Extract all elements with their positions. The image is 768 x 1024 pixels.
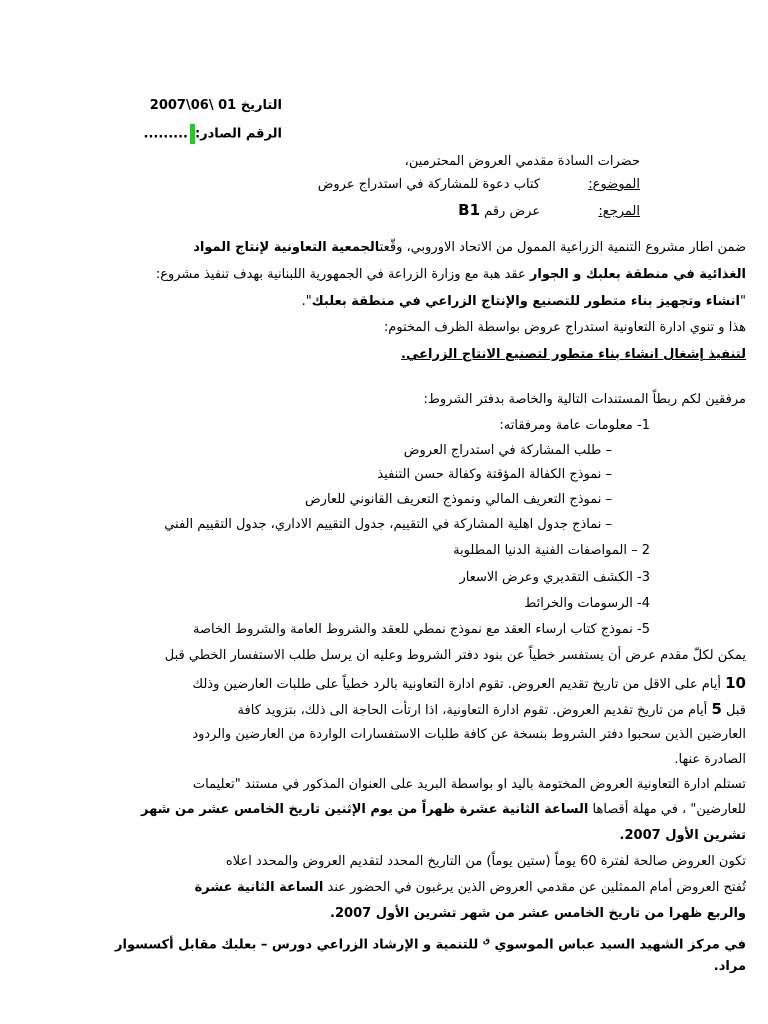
opening-location-cont: للتنمية و الإرشاد الزراعي دورس – بعلبك مقابل أكسسوار — [115, 937, 483, 953]
reference-code: B1 — [458, 201, 481, 219]
attachment-item: 1- معلومات عامة ومرفقاته: — [499, 418, 650, 433]
ref-label: الرقم الصادر: — [194, 126, 282, 142]
attachment-item: – طلب المشاركة في استدراج العروض — [403, 443, 612, 458]
ref-value: ......... — [143, 126, 188, 142]
quote-open: " — [740, 294, 746, 309]
opening-line-1 — [195, 878, 746, 898]
inquiry-line-1: يمكن لكلّ مقدم عرض أن يستفسر خطياً عن بنود دفتر الشروط وعليه ان يرسل طلب الاستفسار الخطي قبل — [164, 648, 746, 663]
reference-line — [458, 200, 640, 222]
validity-line: تكون العروض صالحة لفترة 60 يوماً (ستين يوماً) من التاريخ المحدد لتقديم العروض والمحدد اعلاه — [225, 854, 746, 869]
receipt-line-3: تشرين الأول 2007. — [619, 828, 746, 843]
date-label: التاريخ — [240, 98, 282, 113]
greeting: حضرات السادة مقدمي العروض المحترمين، — [404, 154, 640, 169]
project-title: انشاء وتجهيز بناء متطور للتصنيع والإنتاج الزراعي في منطقة بعلبك — [311, 294, 741, 309]
receipt-line-2 — [141, 800, 746, 820]
opening-time: الساعة الثانية عشرة — [194, 880, 324, 895]
attachment-item: – نموذج الكفالة المؤقتة وكفالة حسن التنفيذ — [377, 467, 612, 482]
reference-label: المرجع: — [598, 204, 640, 219]
intro-org-name: الجمعية التعاونية لإنتاج المواد — [193, 240, 380, 255]
days-count: 10 — [725, 674, 746, 692]
inquiry-text: أيام من تاريخ تقديم العروض. تقوم ادارة التعاونية، اذا ارتأت الحاجة الى ذلك، بتزويد كافة — [237, 703, 712, 718]
inquiry-line-3 — [238, 699, 746, 721]
subject-value: كتاب دعوة للمشاركة في استدراج عروض — [317, 177, 541, 192]
intro-line-5: لتنفيذ إشغال انشاء بناء متطور لتصنيع الانتاج الزراعي. — [401, 347, 746, 362]
opening-location: في مركز الشهيد السيد عباس الموسوي — [489, 937, 746, 953]
days-count: 5 — [711, 700, 722, 718]
deadline-text: الساعة الثانية عشرة ظهراً من يوم الإثنين تاريخ الخامس عشر من شهر — [140, 802, 589, 817]
intro-line-2 — [156, 265, 746, 285]
opening-line-3 — [115, 931, 746, 955]
attachment-item: – نموذج التعريف المالي ونموذج التعريف القانوني للعارض — [304, 492, 612, 507]
attachment-item: 3- الكشف التقديري وعرض الاسعار — [459, 570, 650, 585]
attachment-item: – نماذج جدول اهلية المشاركة في التقييم، جدول التقييم الاداري، جدول التقييم الفني — [164, 517, 612, 532]
attachment-item: 4- الرسومات والخرائط — [524, 596, 650, 611]
quote-close: ". — [301, 294, 312, 309]
receipt-text: للعارضين" ، في مهلة أقصاها — [588, 802, 746, 817]
intro-line-1 — [193, 238, 746, 258]
reference-prefix: عرض رقم — [484, 204, 541, 219]
subject-line — [318, 175, 640, 195]
date-value: 01 \06\2007 — [149, 98, 237, 113]
intro-org-name-cont: الغذائية في منطقة بعلبك و الجوار — [529, 267, 746, 282]
inquiry-line-5: الصادرة عنها. — [674, 752, 746, 767]
intro-text-2: عقد هبة مع وزارة الزراعة في الجمهورية اللبنانية بهدف تنفيذ مشروع: — [155, 267, 530, 282]
opening-line-2: والربع ظهرا من تاريخ الخامس عشر من شهر تشرين الأول 2007. — [330, 906, 746, 921]
attachment-item: 5- نموذج كتاب ارساء العقد مع نموذج نمطي للعقد والشروط العامة والشروط الخاصة — [193, 622, 650, 637]
inquiry-line-2 — [192, 673, 746, 695]
ref-number-line — [144, 124, 283, 145]
intro-line-4: هذا و تنوي ادارة التعاونية استدراج عروض بواسطة الظرف المختوم: — [383, 320, 746, 335]
inquiry-text: أيام على الاقل من تاريخ تقديم العروض. تقوم ادارة التعاونية بالرد خطياً على طلبات العارضين وذلك — [192, 677, 726, 692]
opening-line-4: مراد. — [713, 959, 746, 974]
superscript-mark: ق — [482, 936, 490, 945]
receipt-line-1: تستلم ادارة التعاونية العروض المختومة باليد او بواسطة البريد على العنوان المذكور في مستند "تعليمات — [192, 777, 746, 792]
attachment-item: 2 – المواصفات الفنية الدنيا المطلوبة — [453, 543, 650, 558]
opening-text: تُفتح العروض أمام الممثلين عن مقدمي العروض الذين يرغبون في الحضور عند — [323, 880, 746, 895]
intro-text: ضمن اطار مشروع التنمية الزراعية الممول من الاتحاد الاوروبي، وقّعت — [379, 240, 746, 255]
attachments-intro: مرفقين لكم ربطاً المستندات التالية والخاصة بدفتر الشروط: — [423, 392, 746, 407]
subject-label: الموضوع: — [588, 177, 640, 192]
date-line — [150, 96, 282, 116]
intro-line-3 — [302, 292, 746, 312]
inquiry-text: قبل — [721, 703, 746, 718]
inquiry-line-4: العارضين الذين سحبوا دفتر الشروط بنسخة عن كافة طلبات الاستفسارات الواردة من العارضين والردود — [192, 727, 746, 742]
